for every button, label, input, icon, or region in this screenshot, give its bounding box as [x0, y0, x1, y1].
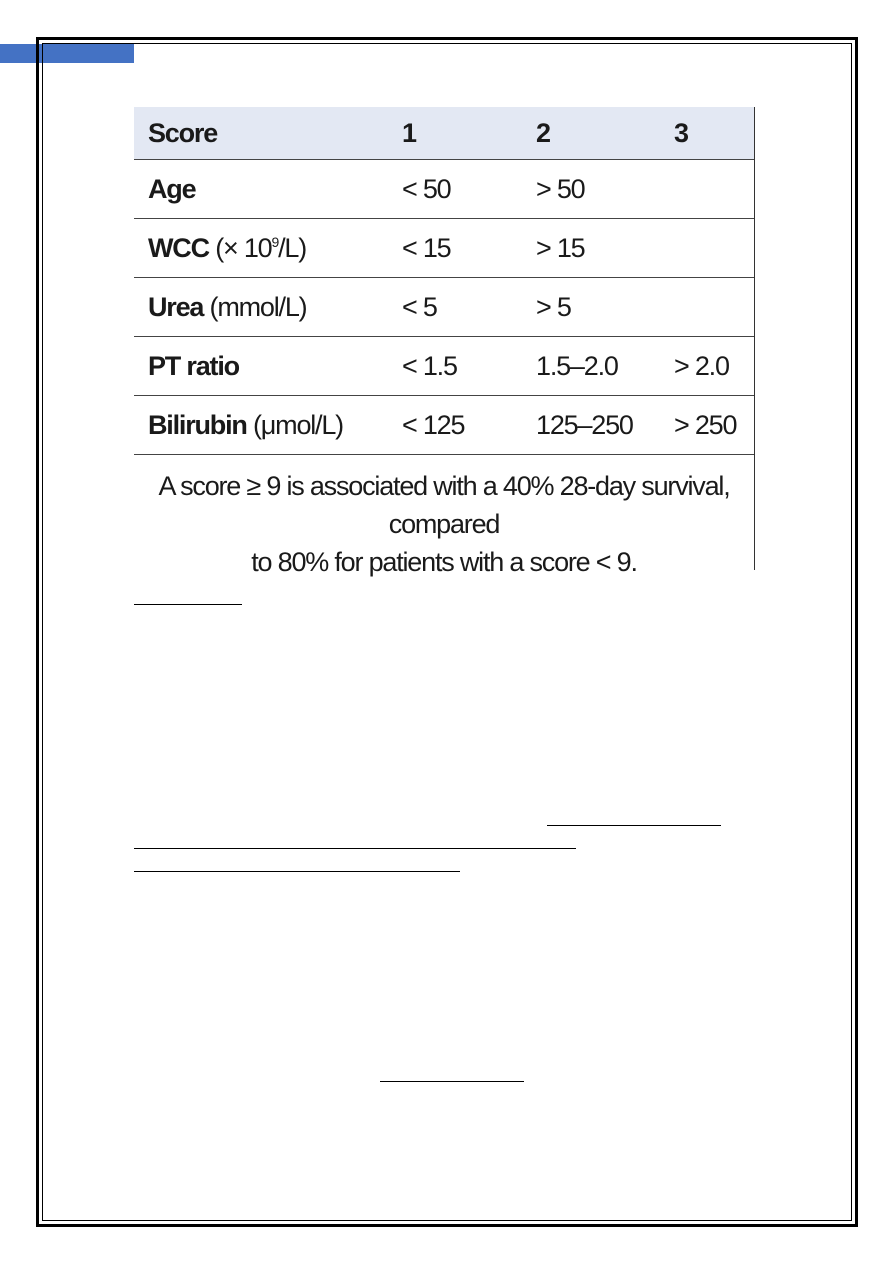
header-cell: Score [134, 107, 388, 160]
row-label [134, 160, 388, 219]
table-row [134, 396, 754, 455]
table-right-rule [754, 107, 755, 570]
table-cell [660, 278, 754, 337]
table-cell: < 5 [388, 278, 522, 337]
table-cell: < 1.5 [388, 337, 522, 396]
row-label-unit: (mmol/L) [203, 291, 307, 322]
table-header-row [134, 107, 754, 160]
table-cell: > 250 [660, 396, 754, 455]
footnote-line-2: to 80% for patients with a score < 9. [251, 547, 637, 577]
underline-mark [547, 825, 721, 826]
table-cell [660, 160, 754, 219]
table-cell: > 50 [522, 160, 660, 219]
table-cell: < 15 [388, 219, 522, 278]
table-cell: < 125 [388, 396, 522, 455]
underline-mark [134, 604, 242, 605]
score-table [134, 107, 754, 581]
underline-mark [134, 848, 576, 849]
row-label [134, 278, 388, 337]
table-footnote-row [134, 455, 754, 582]
row-label-bold: WCC [148, 232, 209, 263]
row-label [134, 337, 388, 396]
table-row [134, 219, 754, 278]
row-label-bold: Urea [148, 291, 204, 322]
header-cell: 1 [388, 107, 522, 160]
table-cell: > 2.0 [660, 337, 754, 396]
footnote-line-1: A score ≥ 9 is associated with a 40% 28-day survival, compared [158, 471, 730, 539]
header-cell: 2 [522, 107, 660, 160]
table-cell [660, 219, 754, 278]
score-table-container [134, 107, 755, 577]
table-cell: > 15 [522, 219, 660, 278]
table-row [134, 160, 754, 219]
table-cell: 125–250 [522, 396, 660, 455]
table-row [134, 278, 754, 337]
row-label-unit-tail: /L) [278, 232, 307, 263]
row-label [134, 396, 388, 455]
table-cell: < 50 [388, 160, 522, 219]
underline-mark [134, 871, 460, 872]
row-label-bold: Bilirubin [148, 409, 247, 440]
table-cell: 1.5–2.0 [522, 337, 660, 396]
table-footnote [134, 455, 754, 582]
row-label-superscript: 9 [271, 233, 279, 250]
row-label-unit: (μmol/L) [246, 409, 343, 440]
row-label-unit: (× 10 [208, 232, 272, 263]
row-label-bold: PT ratio [148, 350, 239, 381]
underline-mark [380, 1081, 524, 1082]
row-label [134, 219, 388, 278]
row-label-bold: Age [148, 173, 196, 204]
header-cell: 3 [660, 107, 754, 160]
table-row [134, 337, 754, 396]
table-cell: > 5 [522, 278, 660, 337]
